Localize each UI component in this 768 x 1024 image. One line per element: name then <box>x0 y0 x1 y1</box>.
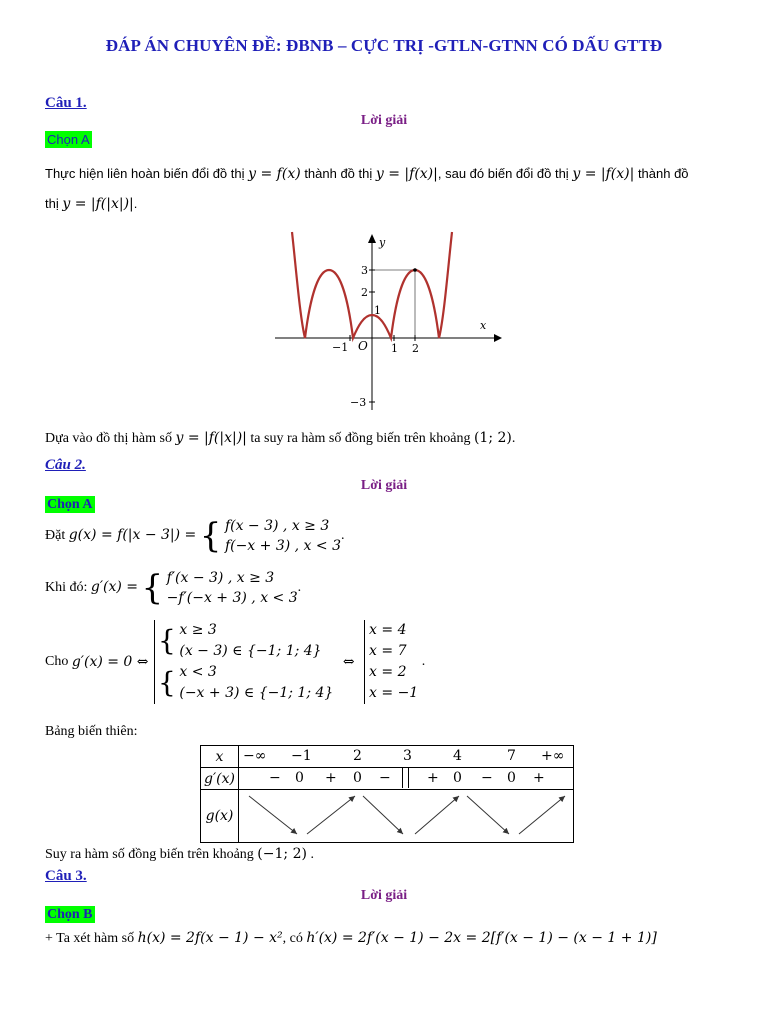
table-x-row <box>239 746 574 768</box>
q2-choice-badge: Chọn A <box>47 497 93 512</box>
x-neg-inf: −∞ <box>243 748 267 764</box>
q2-dat: Đặt <box>45 528 66 544</box>
table-x-label: x <box>201 746 239 768</box>
graph-label-o: O <box>358 339 368 353</box>
graph-label-y2: 2 <box>361 286 368 299</box>
q1-eq5: y = |f(|x|)| <box>175 430 247 446</box>
sign-2: 0 <box>295 770 304 786</box>
x-3: 3 <box>403 748 412 764</box>
graph-label-x1: 1 <box>391 342 398 355</box>
q3-solution-label: Lời giải <box>360 888 408 903</box>
sign-1: − <box>269 770 281 786</box>
q2-gp-case2: −f′(−x + 3) , x < 3 <box>166 590 298 606</box>
q2-brace-2: { <box>141 568 164 608</box>
q1-text1: Thực hiện liên hoàn biến đổi đồ thị <box>45 166 245 181</box>
variation-arrows <box>239 790 573 842</box>
q2-conclusion-text: Suy ra hàm số đồng biến trên khoảng <box>45 847 254 862</box>
graph-label-y1: 1 <box>374 304 381 317</box>
graph-label-xneg1: −1 <box>332 341 349 354</box>
q2-cond1b: (x − 3) ∈ {−1; 1; 4} <box>179 643 322 659</box>
q2-cho: Cho <box>45 654 69 669</box>
graph-label-x2: 2 <box>412 342 419 355</box>
q2-brace-1: { <box>199 516 222 556</box>
sign-4: 0 <box>353 770 362 786</box>
q3-eq1: h(x) = 2f(x − 1) − x² <box>137 930 283 946</box>
page-title: ĐÁP ÁN CHUYÊN ĐỀ: ĐBNB – CỰC TRỊ -GTLN-GTNN CÓ DẤU GTTĐ <box>105 36 663 55</box>
q3-text1: + Ta xét hàm số <box>45 931 135 946</box>
q2-iff: ⇔ <box>342 654 355 670</box>
sign-5: − <box>379 770 391 786</box>
sign-8: − <box>481 770 493 786</box>
variation-table <box>200 745 574 843</box>
q1-eq2: y = |f(x)| <box>375 166 438 182</box>
q3-eq2: h′(x) = 2f′(x − 1) − 2x = 2[f′(x − 1) − (x − 1 + 1)] <box>306 930 657 946</box>
q2-solutions <box>364 620 418 704</box>
q1-text-line1 <box>45 166 689 182</box>
q3-text2: , có <box>282 931 303 946</box>
x-neg1: −1 <box>291 748 312 764</box>
q1-conclusion2: ta suy ra hàm số đồng biến trên khoảng <box>250 431 471 446</box>
table-undefined-bar <box>402 768 409 788</box>
q2-cond2b: (−x + 3) ∈ {−1; 1; 4} <box>179 685 334 701</box>
q2-g-definition: Đặt g(x) = f(|x − 3|) = { f(x − 3) , x ≥ 3 f(−x + 3) , x < 3. <box>45 516 345 556</box>
x-4: 4 <box>453 748 462 764</box>
question-2-heading: Câu 2. <box>45 457 86 473</box>
q2-conclusion: Suy ra hàm số đồng biến trên khoảng (−1; 2) . <box>45 846 314 862</box>
y-axis-arrow <box>368 234 376 243</box>
q1-eq4: y = |f(|x|)| <box>62 196 134 212</box>
q1-graph <box>270 228 510 414</box>
q1-eq1: y = f(x) <box>248 166 301 182</box>
q2-bbt-label: Bảng biến thiên: <box>45 724 138 739</box>
x-axis-arrow <box>494 334 502 342</box>
q2-gprime-definition: Khi đó: g′(x) = { f′(x − 3) , x ≥ 3 −f′(−x + 3) , x < 3. <box>45 568 302 608</box>
q2-g-def: g(x) = f(|x − 3|) = <box>68 527 197 544</box>
question-1-heading: Câu 1. <box>45 95 87 111</box>
q2-cond2a: x < 3 <box>179 664 217 680</box>
q2-sol2: x = 7 <box>369 643 407 659</box>
x-2: 2 <box>353 748 362 764</box>
q3-text-line <box>45 930 657 947</box>
q1-text4: thành đồ <box>637 166 689 181</box>
graph-label-y3: 3 <box>361 264 368 277</box>
x-7: 7 <box>507 748 516 764</box>
q3-choice-badge: Chọn B <box>47 907 93 922</box>
q2-cho-system: Cho g′(x) = 0 ⇔ { x ≥ 3 (x − 3) ∈ {−1; 1; 4} { x < 3 (−x + 3) ∈ {−1; 1; 4} ⇔ x = 4 x = 7 x = 2 x = −1 . <box>45 620 425 704</box>
graph-label-y: y <box>379 236 386 249</box>
table-g-label: g(x) <box>201 790 239 843</box>
q1-end: . <box>511 431 516 446</box>
q2-sol3: x = 2 <box>369 664 407 680</box>
q2-sol4: x = −1 <box>369 685 419 701</box>
graph-label-x: x <box>480 319 487 332</box>
graph-label-yneg3: −3 <box>350 396 367 409</box>
table-gprime-label: g′(x) <box>201 768 239 790</box>
q1-text3: , sau đó biến đổi đồ thị <box>437 166 569 181</box>
sign-6: + <box>427 770 439 786</box>
sign-9: 0 <box>507 770 516 786</box>
q1-conclusion1: Dựa vào đồ thị hàm số <box>45 431 172 446</box>
q2-sol1: x = 4 <box>369 622 407 638</box>
sign-10: + <box>533 770 545 786</box>
question-3-heading: Câu 3. <box>45 868 87 884</box>
q2-gp-case1: f′(x − 3) , x ≥ 3 <box>166 570 275 586</box>
q2-cond1a: x ≥ 3 <box>179 622 217 638</box>
sign-7: 0 <box>453 770 462 786</box>
q1-conclusion <box>45 430 515 447</box>
q1-eq3: y = |f(x)| <box>572 166 635 182</box>
q2-gp-def: g′(x) = <box>90 579 139 596</box>
table-gprime-row <box>239 768 574 790</box>
q1-interval: (1; 2) <box>473 430 512 446</box>
q1-text5: thị <box>45 196 59 211</box>
q1-text-line2: thị y = |f(|x|)|. <box>45 196 138 212</box>
sign-3: + <box>325 770 337 786</box>
q2-solution-label: Lời giải <box>360 478 408 493</box>
q2-or-bracket: { x ≥ 3 (x − 3) ∈ {−1; 1; 4} { x < 3 (−x + 3) ∈ {−1; 1; 4} <box>154 620 333 704</box>
table-g-row <box>239 790 574 843</box>
q2-cho-eq: g′(x) = 0 ⇔ <box>71 654 149 670</box>
q1-choice-badge: Chọn A <box>47 132 90 147</box>
q2-g-case2: f(−x + 3) , x < 3 <box>224 538 341 554</box>
q1-text2: thành đồ thị <box>304 166 373 181</box>
q2-khido: Khi đó: <box>45 580 88 596</box>
q2-g-case1: f(x − 3) , x ≥ 3 <box>224 518 330 534</box>
q2-interval: (−1; 2) <box>257 846 307 862</box>
q1-solution-label: Lời giải <box>360 113 408 128</box>
x-pos-inf: +∞ <box>541 748 565 764</box>
